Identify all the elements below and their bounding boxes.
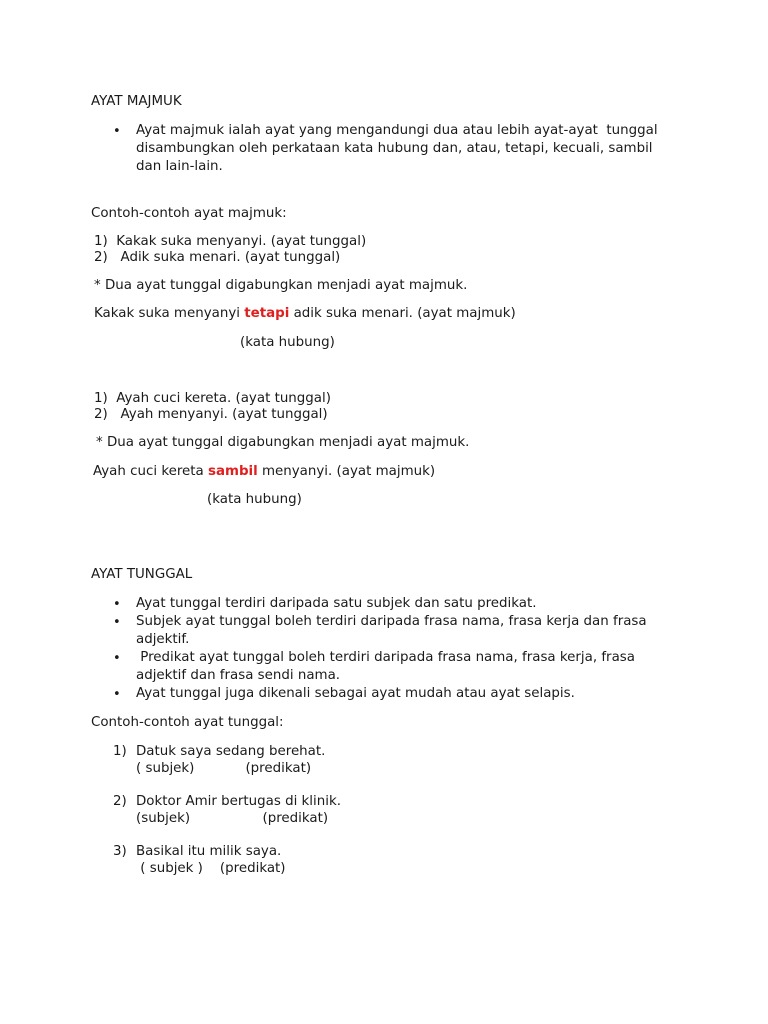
majmuk-example1-label: (kata hubung)	[240, 335, 335, 350]
sentence-part: adik suka menari. (ayat majmuk)	[289, 306, 516, 321]
tunggal-example-1-number: 1)	[113, 744, 127, 759]
tunggal-example-1-labels: ( subjek) (predikat)	[136, 761, 312, 776]
tunggal-example-2-number: 2)	[113, 794, 127, 809]
tunggal-example-3-labels: ( subjek ) (predikat)	[136, 861, 286, 876]
majmuk-example2-note: * Dua ayat tunggal digabungkan menjadi ayat majmuk.	[96, 435, 470, 450]
majmuk-examples-heading: Contoh-contoh ayat majmuk:	[91, 206, 287, 221]
tunggal-bullet-2-line-1: Subjek ayat tunggal boleh terdiri daripada frasa nama, frasa kerja dan frasa	[136, 614, 647, 629]
majmuk-example1-note: * Dua ayat tunggal digabungkan menjadi ayat majmuk.	[94, 278, 468, 293]
conjunction-highlight: tetapi	[244, 306, 290, 321]
tunggal-examples-heading: Contoh-contoh ayat tunggal:	[91, 715, 284, 730]
tunggal-bullet-2-line-2: adjektif.	[136, 632, 190, 647]
tunggal-bullet-4: Ayat tunggal juga dikenali sebagai ayat mudah atau ayat selapis.	[136, 686, 575, 701]
bullet-icon: •	[113, 124, 121, 139]
majmuk-definition-line-2: disambungkan oleh perkataan kata hubung dan, atau, tetapi, kecuali, sambil	[136, 141, 653, 156]
heading-ayat-majmuk: AYAT MAJMUK	[91, 94, 182, 109]
bullet-icon: •	[113, 651, 121, 666]
tunggal-example-3-text: Basikal itu milik saya.	[136, 844, 282, 859]
majmuk-definition-line-1: Ayat majmuk ialah ayat yang mengandungi dua atau lebih ayat-ayat tunggal	[136, 123, 658, 138]
tunggal-example-2-text: Doktor Amir bertugas di klinik.	[136, 794, 341, 809]
sentence-part: Kakak suka menyanyi	[94, 306, 245, 321]
majmuk-example2-item1: 1) Ayah cuci kereta. (ayat tunggal)	[94, 391, 331, 406]
bullet-icon: •	[113, 597, 121, 612]
majmuk-example2-sentence	[93, 463, 435, 481]
sentence-part: menyanyi. (ayat majmuk)	[257, 464, 436, 479]
sentence-part: Ayah cuci kereta	[93, 464, 208, 479]
tunggal-example-2-labels: (subjek) (predikat)	[136, 811, 329, 826]
heading-ayat-tunggal: AYAT TUNGGAL	[91, 567, 193, 582]
bullet-icon: •	[113, 615, 121, 630]
tunggal-example-3-number: 3)	[113, 844, 127, 859]
majmuk-example1-sentence	[94, 305, 516, 323]
majmuk-example2-label: (kata hubung)	[207, 492, 302, 507]
tunggal-bullet-3-line-2: adjektif dan frasa sendi nama.	[136, 668, 341, 683]
majmuk-example1-item1: 1) Kakak suka menyanyi. (ayat tunggal)	[94, 234, 367, 249]
tunggal-bullet-3-line-1: Predikat ayat tunggal boleh terdiri daripada frasa nama, frasa kerja, frasa	[136, 650, 635, 665]
majmuk-example2-item2: 2) Ayah menyanyi. (ayat tunggal)	[94, 407, 328, 422]
bullet-icon: •	[113, 687, 121, 702]
majmuk-example1-item2: 2) Adik suka menari. (ayat tunggal)	[94, 250, 341, 265]
majmuk-definition-line-3: dan lain-lain.	[136, 159, 223, 174]
conjunction-highlight: sambil	[208, 464, 258, 479]
tunggal-bullet-1: Ayat tunggal terdiri daripada satu subjek dan satu predikat.	[136, 596, 537, 611]
tunggal-example-1-text: Datuk saya sedang berehat.	[136, 744, 326, 759]
